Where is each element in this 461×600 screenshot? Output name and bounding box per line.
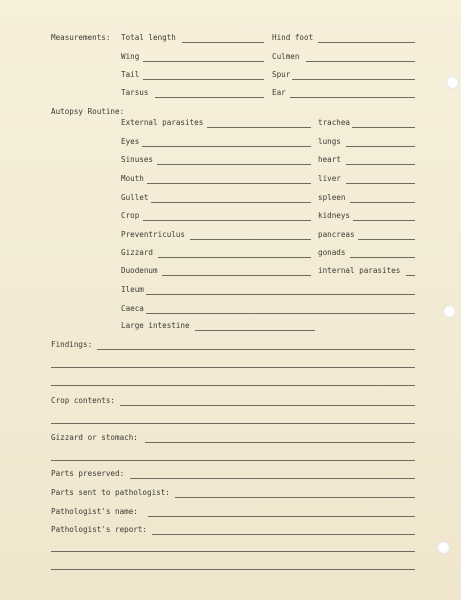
autopsy-line-spleen — [350, 202, 415, 203]
pathologist-report-line-1 — [152, 534, 415, 535]
pathologist-report-line-3 — [51, 569, 415, 570]
autopsy-item-trachea: trachea — [318, 118, 351, 127]
findings-line-2 — [51, 367, 415, 368]
pathologist-name-label: Pathologist's name: — [51, 507, 138, 516]
findings-line-1 — [97, 349, 415, 350]
binder-hole-middle — [443, 305, 456, 318]
autopsy-line-heart — [346, 164, 415, 165]
spur-line — [292, 79, 415, 80]
autopsy-line-internal-parasites — [406, 275, 415, 276]
total-length-label: Total length — [121, 33, 176, 42]
autopsy-item-external-parasites: External parasites — [121, 118, 204, 127]
crop-contents-label: Crop contents: — [51, 396, 116, 405]
ear-label: Ear — [272, 88, 286, 97]
autopsy-item-internal-parasites: internal parasites — [318, 266, 401, 275]
autopsy-item-pancreas: pancreas — [318, 230, 355, 239]
wing-label: Wing — [121, 52, 140, 61]
crop-contents-line-1 — [120, 405, 415, 406]
autopsy-item-lungs: lungs — [318, 137, 341, 146]
binder-hole-top — [446, 76, 459, 89]
autopsy-line-trachea — [352, 127, 415, 128]
autopsy-item-mouth: Mouth — [121, 174, 144, 183]
autopsy-line-gonads — [350, 257, 415, 258]
gizzard-or-stomach-label: Gizzard or stomach: — [51, 433, 138, 442]
parts-preserved-label: Parts preserved: — [51, 469, 125, 478]
autopsy-line-lungs — [346, 146, 415, 147]
total-length-line — [182, 42, 264, 43]
autopsy-line-large-intestine — [195, 330, 315, 331]
tail-label: Tail — [121, 70, 140, 79]
autopsy-item-eyes: Eyes — [121, 137, 140, 146]
hind-foot-label: Hind foot — [272, 33, 314, 42]
tarsus-label: Tarsus — [121, 88, 149, 97]
measurements-heading: Measurements: — [51, 33, 111, 42]
autopsy-item-sinuses: Sinuses — [121, 155, 154, 164]
autopsy-line-duodenum — [162, 275, 311, 276]
autopsy-item-large-intestine: Large intestine — [121, 321, 190, 330]
autopsy-line-external-parasites — [207, 127, 311, 128]
autopsy-item-duodenum: Duodenum — [121, 266, 158, 275]
parts-sent-line — [175, 497, 415, 498]
hind-foot-line — [318, 42, 415, 43]
autopsy-line-ileum — [146, 294, 415, 295]
culmen-label: Culmen — [272, 52, 300, 61]
parts-preserved-line — [130, 478, 415, 479]
ear-line — [290, 97, 415, 98]
pathologist-report-line-2 — [51, 551, 415, 552]
gizzard-or-stomach-line-1 — [145, 442, 415, 443]
culmen-line — [306, 61, 415, 62]
autopsy-item-ileum: Ileum — [121, 285, 144, 294]
autopsy-heading: Autopsy Routine: — [51, 107, 125, 116]
autopsy-line-gullet — [151, 202, 311, 203]
autopsy-line-caeca — [146, 313, 415, 314]
autopsy-line-eyes — [142, 146, 311, 147]
autopsy-item-heart: heart — [318, 155, 341, 164]
autopsy-item-liver: liver — [318, 174, 341, 183]
spur-label: Spur — [272, 70, 291, 79]
autopsy-line-pancreas — [358, 239, 415, 240]
autopsy-line-crop — [143, 220, 311, 221]
autopsy-item-gonads: gonads — [318, 248, 346, 257]
pathologist-name-line — [148, 516, 415, 517]
autopsy-item-kidneys: kidneys — [318, 211, 351, 220]
tail-line — [143, 79, 264, 80]
binder-hole-bottom — [437, 541, 450, 554]
autopsy-line-liver — [346, 183, 415, 184]
autopsy-line-sinuses — [157, 164, 311, 165]
autopsy-item-preventriculus: Preventriculus — [121, 230, 186, 239]
autopsy-item-spleen: spleen — [318, 193, 346, 202]
findings-line-3 — [51, 385, 415, 386]
autopsy-item-gizzard: Gizzard — [121, 248, 154, 257]
autopsy-line-preventriculus — [190, 239, 311, 240]
autopsy-item-gullet: Gullet — [121, 193, 149, 202]
autopsy-item-crop: Crop — [121, 211, 140, 220]
crop-contents-line-2 — [51, 423, 415, 424]
parts-sent-label: Parts sent to pathologist: — [51, 488, 170, 497]
autopsy-line-mouth — [147, 183, 311, 184]
autopsy-line-kidneys — [353, 220, 415, 221]
autopsy-item-caeca: Caeca — [121, 304, 144, 313]
tarsus-line — [155, 97, 264, 98]
wing-line — [143, 61, 264, 62]
autopsy-line-gizzard — [158, 257, 311, 258]
pathologist-report-label: Pathologist's report: — [51, 525, 148, 534]
findings-label: Findings: — [51, 340, 93, 349]
gizzard-or-stomach-line-2 — [51, 460, 415, 461]
